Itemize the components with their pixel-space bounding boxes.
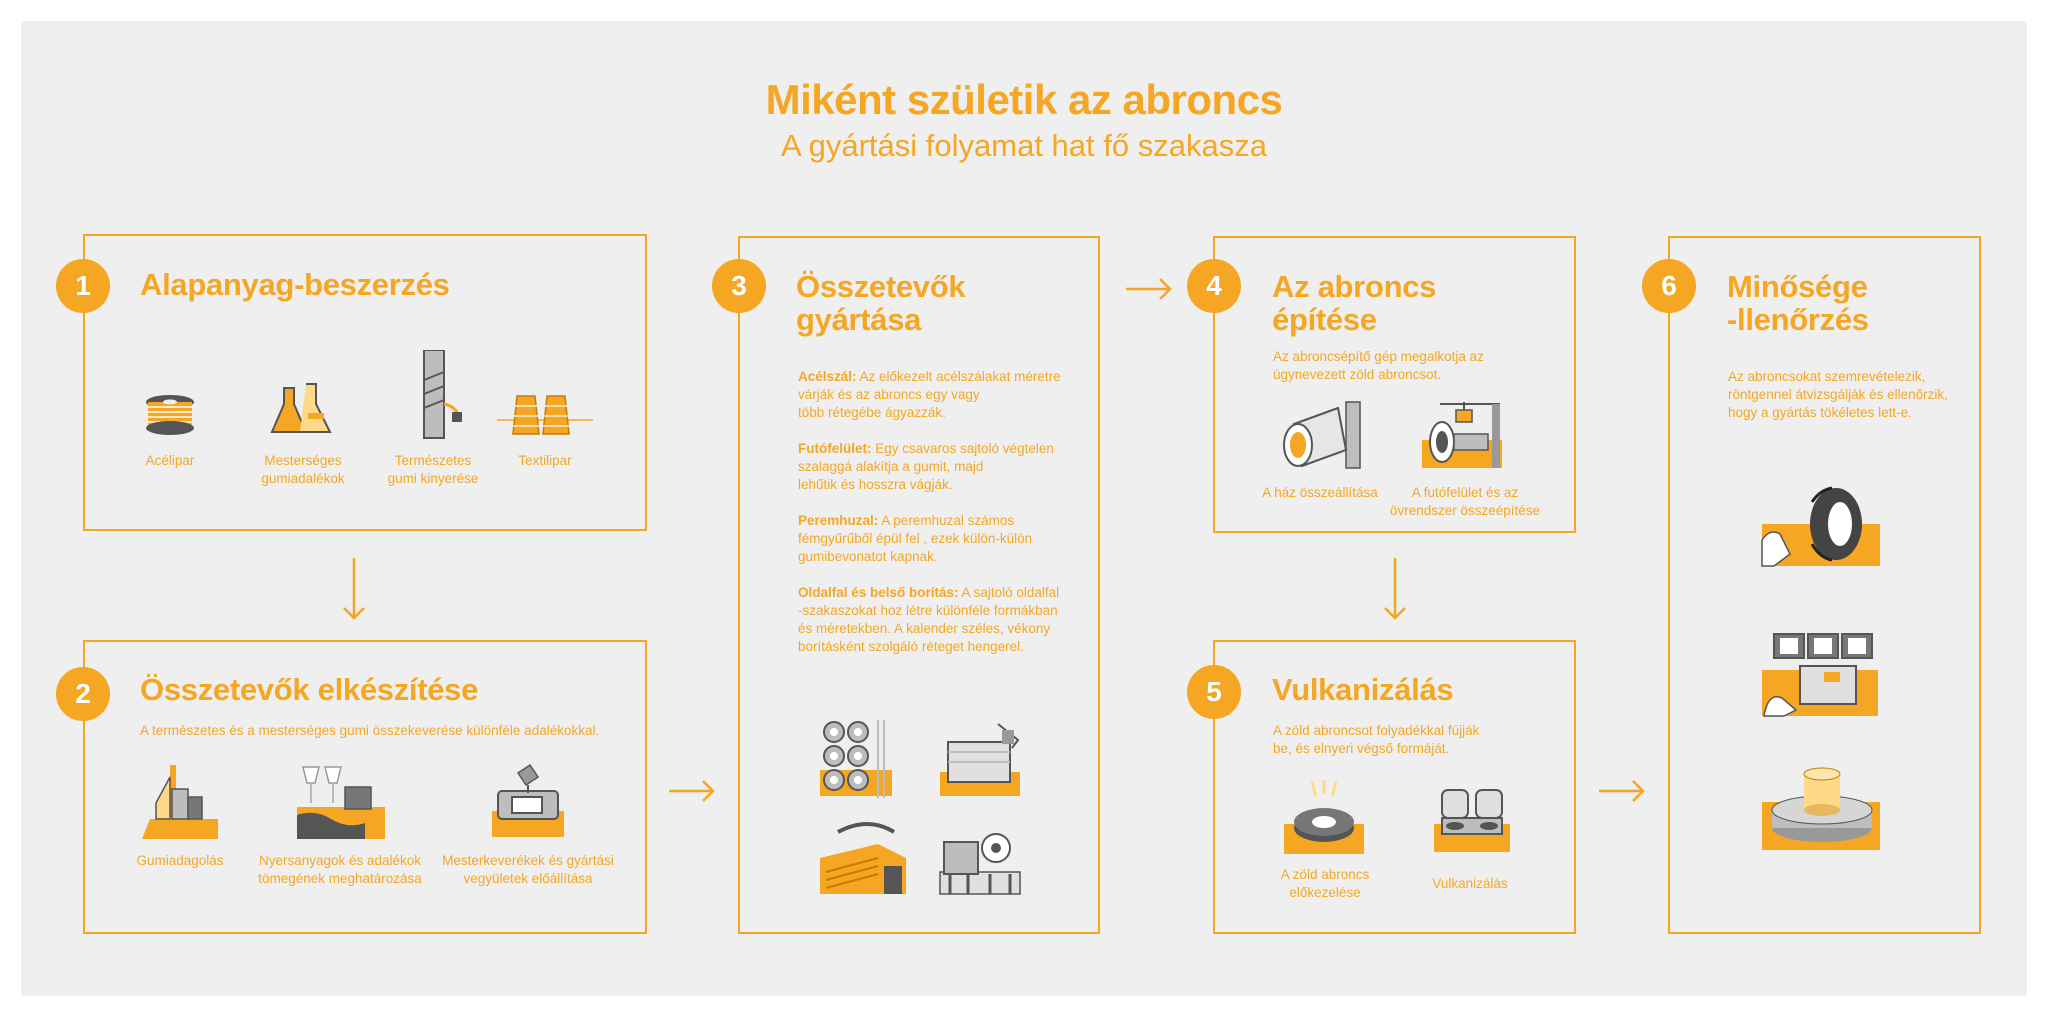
stage-6-title-line1: Minősége [1727,269,1868,304]
caption-natural-rubber: Természetes gumi kinyerése [387,453,479,486]
stage-2-number: 2 [56,667,110,721]
paragraph-steel-cord: Acélszál: Az előkezelt acélszálakat méretre várják és az abroncs egy vagy több rétegébe ágyazzák. [798,369,1061,420]
stage-5-description: A zöld abroncsot folyadékkal fújják be, és elnyeri végső formáját. [1273,723,1480,756]
paragraph-tread: Futófelület: Egy csavaros sajtoló végtelen szalaggá alakítja a gumit, majd lehűtik és hosszra vágják. [798,441,1054,492]
main-title: Miként születik az abroncs [765,76,1283,123]
stage-6-number: 6 [1642,259,1696,313]
caption-masterbatch-production: Mesterkeverékek és gyártási vegyületek előállítása [442,853,614,886]
arrow-right-2-to-3 [667,778,717,804]
arrow-right-5-to-6 [1597,778,1647,804]
stage-5-title: Vulkanizálás [1272,672,1454,707]
visual-inspection-icon [1760,484,1882,568]
green-tire-pretreatment-icon [1282,780,1366,856]
extruder-icon [938,722,1022,798]
stage-1-number: 1 [56,259,110,313]
steel-spool-icon [140,390,200,438]
stage-4-title-line1: Az abroncs [1272,269,1437,304]
chemical-flasks-icon [270,382,336,438]
caption-tread-belt-assembly: A futófelület és az övrendszer összeépítése [1389,485,1541,518]
caption-green-tire-pretreatment: A zöld abroncs előkezelése [1280,867,1370,900]
calender-rollers-icon [938,822,1022,896]
caption-steel-industry: Acélipar [145,453,195,468]
stage-2-title: Összetevők elkészítése [140,672,479,707]
steel-cord-cutter-icon [818,818,908,896]
caption-carcass-assembly: A ház összeállítása [1262,485,1378,500]
stage-6-description: Az abroncsokat szemrevételezik, röntgennel átvizsgálják és ellenőrzik, hogy a gyártás tökéletes lett-e. [1728,369,1948,420]
stage-4-title-line2: építése [1272,302,1377,337]
carcass-drum-icon [1278,400,1364,470]
caption-rubber-dosing: Gumiadagolás [136,853,224,868]
caption-synthetic-additives: Mesterséges gumiadalékok [261,453,345,486]
stage-5-number: 5 [1187,665,1241,719]
stage-3-number: 3 [712,259,766,313]
stage-3-paragraphs [798,368,1093,674]
mixing-machine-icon [490,763,566,841]
final-quality-check-icon [1760,762,1882,852]
caption-vulcanization: Vulkanizálás [1432,876,1508,891]
arrow-down-4-to-5 [1383,556,1407,622]
weighing-hoppers-icon [295,763,385,841]
rubber-dosing-icon [140,763,220,841]
textile-spools-icon [495,392,595,438]
arrow-right-3-to-4 [1124,276,1174,302]
paragraph-sidewall-liner: Oldalfal és belső borítás: A sajtoló oldalfal -szakaszokat hoz létre különféle formákban és méretekben. A kalender széles, vékony borításként szolgáló réteget hengerel. [798,585,1060,654]
caption-weighing-raw-materials: Nyersanyagok és adalékok tömegének meghatározása [258,853,422,886]
stage-1-title: Alapanyag-beszerzés [140,267,450,302]
paragraph-bead-wire: Peremhuzal: A peremhuzal számos fémgyűrűből épül fel , ezek külön-külön gumibevonatot kapnak. [798,513,1033,564]
vulcanizing-press-icon [1430,788,1514,854]
main-subtitle: A gyártási folyamat hat fő szakasza [781,128,1267,163]
tread-belt-assembly-icon [1420,400,1506,470]
stage-6-title-line2: -llenőrzés [1727,302,1869,337]
caption-textile-industry: Textilipar [518,453,572,468]
stage-2-description: A természetes és a mesterséges gumi összekeverése különféle adalékokkal. [140,723,600,738]
bead-rings-icon [818,718,894,798]
xray-inspection-icon [1760,630,1882,718]
stage-3-title-line1: Összetevők [796,269,966,304]
rubber-tree-icon [420,350,466,440]
stage-4-description: Az abroncsépítő gép megalkotja az úgynevezett zöld abroncsot. [1273,349,1484,382]
arrow-down-1-to-2 [342,556,366,622]
stage-4-number: 4 [1187,259,1241,313]
stage-3-title-line2: gyártása [796,302,922,337]
